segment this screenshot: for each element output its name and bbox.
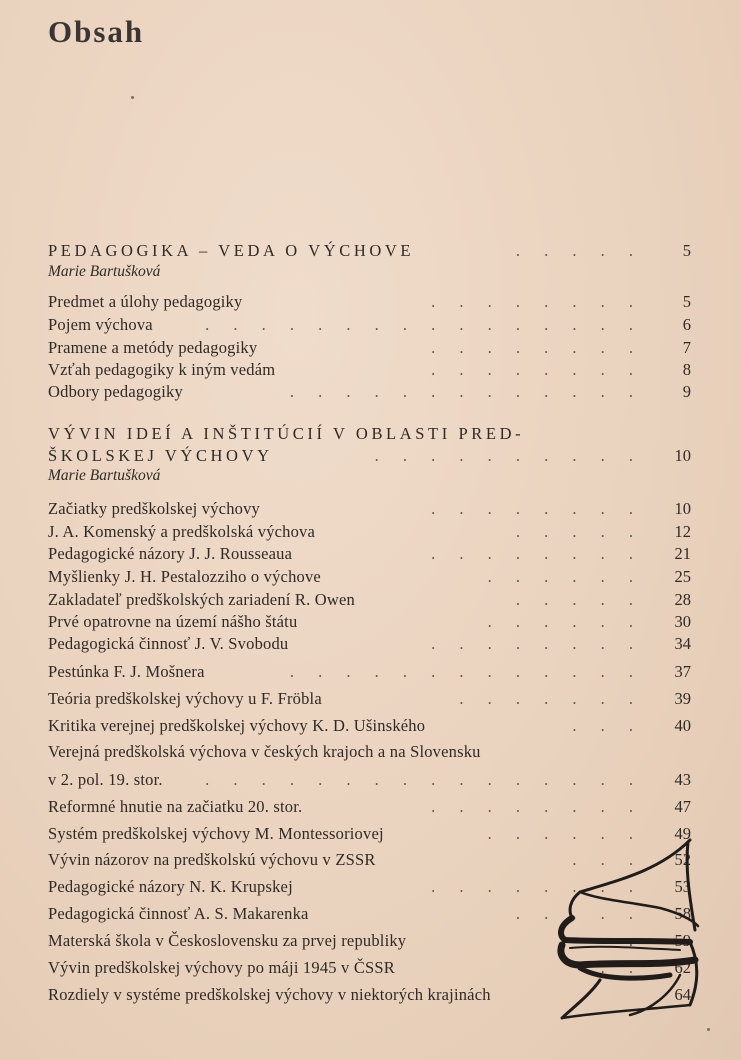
- leader-dots: .: [628, 931, 643, 950]
- toc-entry: [48, 381, 693, 403]
- toc-entry-page: 9: [682, 382, 691, 401]
- leader-dots: . . . . . . . .: [431, 634, 643, 653]
- toc-entry-label: Začiatky predškolskej výchovy: [48, 499, 260, 518]
- leader-dots: . . .: [572, 716, 643, 735]
- toc-entry-label: Rozdiely v systéme predškolskej výchovy v niektorých krajinách: [48, 985, 491, 1004]
- toc-entry: [48, 291, 693, 313]
- section-heading-text: VÝVIN IDEÍ A INŠTITÚCIÍ V OBLASTI PRED-: [48, 424, 525, 443]
- leader-dots: . . . . . . . .: [431, 797, 643, 816]
- section-page-number: 5: [682, 241, 691, 260]
- section-heading: [48, 240, 693, 262]
- toc-entry-label: Vývin názorov na predškolskú výchovu v ZSSR: [48, 850, 376, 869]
- toc-entry: [48, 498, 693, 520]
- toc-entry-label: Zakladateľ predškolských zariadení R. Owen: [48, 590, 355, 609]
- leader-dots: . . . . . . . .: [431, 292, 643, 311]
- toc-entry-page: 25: [674, 567, 691, 586]
- leader-dots: . . . . . . . .: [431, 360, 643, 379]
- hand-drawn-book-marker-icon: [540, 830, 710, 1030]
- toc-entry-label: Odbory pedagogiky: [48, 382, 183, 401]
- section-heading-text: PEDAGOGIKA – VEDA O VÝCHOVE: [48, 241, 415, 260]
- toc-entry-page: 21: [674, 544, 691, 563]
- toc-entry-page: 53: [674, 877, 691, 896]
- toc-entry-page: 62: [674, 958, 691, 977]
- toc-entry-page: 43: [674, 770, 691, 789]
- leader-dots: . . . . .: [515, 904, 643, 923]
- leader-dots: . . . . . . .: [459, 689, 643, 708]
- toc-entry-label: Pramene a metódy pedagogiky: [48, 338, 258, 357]
- toc-entry-label: Vývin predškolskej výchovy po máji 1945 v ČSSR: [48, 958, 395, 977]
- leader-dots: . . . . . . . . . . . . . . . .: [205, 770, 643, 789]
- toc-entry: [48, 741, 693, 763]
- paper-speck: [707, 1028, 710, 1031]
- toc-entry-label: Pedagogické názory J. J. Rousseaua: [48, 544, 293, 563]
- leader-dots: . .: [600, 958, 643, 977]
- toc-entry: [48, 521, 693, 543]
- leader-dots: . . . . .: [515, 590, 643, 609]
- toc-entry-label: Pedagogická činnosť J. V. Svobodu: [48, 634, 289, 653]
- leader-dots: . . . . . . . .: [431, 877, 643, 896]
- leader-dots: . . . . . . . . . . . . .: [289, 662, 643, 681]
- page-title: Obsah: [48, 14, 145, 49]
- toc-entry-continued: [48, 769, 693, 791]
- leader-dots: . . . . .: [515, 522, 643, 541]
- toc-entry-label: Pedagogické názory N. K. Krupskej: [48, 877, 293, 896]
- toc-entry-label: J. A. Komenský a predškolská výchova: [48, 522, 316, 541]
- leader-dots: . . . . . .: [487, 824, 643, 843]
- toc-entry-label: Vzťah pedagogiky k iným vedám: [48, 360, 276, 379]
- leader-dots: . . . . . . . . . .: [374, 446, 643, 465]
- toc-entry-label: Prvé opatrovne na území nášho štátu: [48, 612, 298, 631]
- section-author: Marie Bartušková: [48, 467, 161, 484]
- toc-entry: [48, 359, 693, 381]
- leader-dots: . . . . . . . .: [431, 499, 643, 518]
- section-heading-continued: [48, 445, 693, 467]
- toc-entry: [48, 715, 693, 737]
- toc-entry-page: 49: [674, 824, 691, 843]
- toc-entry-label: Pojem výchova: [48, 315, 153, 334]
- toc-entry-page: 8: [682, 360, 691, 379]
- toc-entry-page: 6: [682, 315, 691, 334]
- toc-entry: [48, 337, 693, 359]
- section-heading: [48, 423, 693, 445]
- toc-entry: [48, 566, 693, 588]
- toc-entry-label: Teória predškolskej výchovy u F. Fröbla: [48, 689, 322, 708]
- leader-dots: . . . . . .: [487, 612, 643, 631]
- leader-dots: . . .: [572, 850, 643, 869]
- toc-entry: [48, 796, 693, 818]
- toc-entry-label: Reformné hnutie na začiatku 20. stor.: [48, 797, 303, 816]
- toc-entry-page: 12: [674, 522, 691, 541]
- leader-dots: . . . . . .: [487, 567, 643, 586]
- toc-entry-label: Materská škola v Československu za prvej republiky: [48, 931, 407, 950]
- toc-entry-page: 59: [674, 931, 691, 950]
- toc-entry-label: Pedagogická činnosť A. S. Makarenka: [48, 904, 309, 923]
- toc-entry-page: 7: [682, 338, 691, 357]
- toc-entry-label: Kritika verejnej predškolskej výchovy K. D. Ušinského: [48, 716, 426, 735]
- toc-entry-page: 28: [674, 590, 691, 609]
- toc-entry: [48, 661, 693, 683]
- toc-entry: [48, 589, 693, 611]
- leader-dots: . . . . . . . .: [431, 544, 643, 563]
- paper-speck: [131, 96, 134, 99]
- toc-entry-label: Verejná predškolská výchova v českých krajoch a na Slovensku: [48, 742, 481, 761]
- toc-entry-page: 30: [674, 612, 691, 631]
- section-page-number: 10: [674, 446, 691, 465]
- section-heading-text-line2: ŠKOLSKEJ VÝCHOVY: [48, 446, 273, 465]
- toc-entry-label: Myšlienky J. H. Pestalozziho o výchove: [48, 567, 321, 586]
- toc-entry: [48, 543, 693, 565]
- toc-entry-page: 40: [674, 716, 691, 735]
- toc-entry-label-line2: v 2. pol. 19. stor.: [48, 770, 163, 789]
- toc-entry-page: 34: [674, 634, 691, 653]
- toc-entry: [48, 611, 693, 633]
- toc-entry: [48, 688, 693, 710]
- toc-entry-page: 5: [682, 292, 691, 311]
- leader-dots: . . . . .: [515, 241, 643, 260]
- toc-entry-page: 10: [674, 499, 691, 518]
- leader-dots: . . . . . . . .: [431, 338, 643, 357]
- toc-entry-page: 37: [674, 662, 691, 681]
- toc-entry-label: Systém predškolskej výchovy M. Montessoriovej: [48, 824, 384, 843]
- leader-dots: . . . . . . . . . . . . .: [289, 382, 643, 401]
- toc-entry-page: 47: [674, 797, 691, 816]
- leader-dots: . . . . . . . . . . . . . . . .: [205, 315, 643, 334]
- toc-entry-page: 64: [674, 985, 691, 1004]
- toc-entry-label: Pestúnka F. J. Mošnera: [48, 662, 205, 681]
- toc-entry: [48, 314, 693, 336]
- toc-entry: [48, 633, 693, 655]
- toc-entry-page: 58: [674, 904, 691, 923]
- toc-entry-page: 52: [674, 850, 691, 869]
- section-author: Marie Bartušková: [48, 263, 161, 280]
- toc-entry-page: 39: [674, 689, 691, 708]
- toc-entry-label: Predmet a úlohy pedagogiky: [48, 292, 243, 311]
